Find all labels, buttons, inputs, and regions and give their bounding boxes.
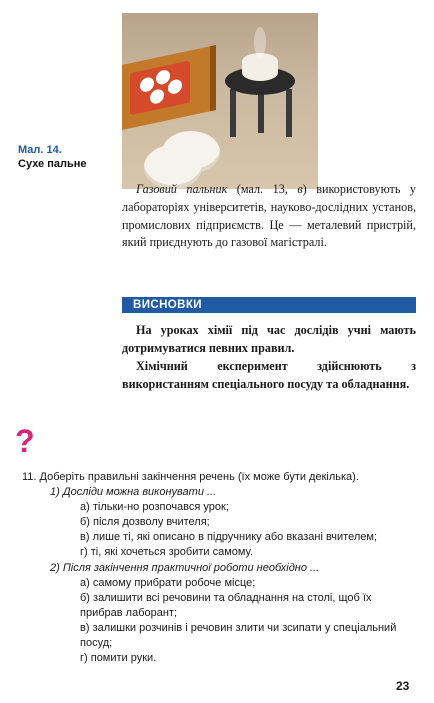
exercise-part-label: 1) Досліди можна виконувати ...	[50, 486, 217, 498]
question-mark-icon: ?	[15, 423, 35, 459]
exercise-option-text: б) залишити всі речовини та обладнання на столі, щоб їх прибрав лаборант;	[80, 592, 372, 619]
exercise-option: в) залишки розчинів і речовин злити чи зсипати у спеціальний посуд;	[80, 622, 397, 649]
flower-petal	[150, 88, 164, 105]
exercise-option: в) лише ті, які описано в підручнику або вказані вчителем;	[80, 531, 377, 543]
matchbox	[122, 45, 216, 130]
exercise-option: а) самому прибрати робоче місце;	[80, 577, 256, 589]
flower-petal	[156, 69, 170, 86]
exercise-11	[22, 470, 422, 485]
stand-leg	[258, 93, 264, 133]
page-number: 23	[396, 679, 410, 693]
exercise-option	[80, 591, 410, 620]
paragraph-text: ) використовують у лабораторіях університетів, науково-дослідних установ, промислових підприємств. Це — металевий пристрій, який приєднують до газової магістралі.	[122, 182, 416, 250]
matchbox-label	[130, 61, 190, 116]
conclusions-header: ВИСНОВКИ	[122, 297, 416, 313]
figure-ref-letter: в	[297, 182, 303, 196]
conclusion-item: На уроках хімії під час дослідів учні мають дотримуватися певних правил.	[122, 323, 416, 355]
term: Газовий пальник	[136, 182, 228, 196]
figure-number: Мал. 14.	[18, 144, 62, 156]
conclusion-item: Хімічний експеримент здійснюють з використанням спеціального посуду та обладнання.	[122, 359, 416, 391]
fuel-tablet-burning	[242, 53, 278, 81]
stand-leg	[286, 89, 292, 137]
stand-leg	[230, 89, 236, 137]
flower-petal	[168, 78, 182, 95]
flame	[254, 27, 266, 57]
exercise-option: б) після дозволу вчителя;	[80, 516, 210, 528]
exercise-option: г) ті, які хочеться зробити самому.	[80, 546, 254, 558]
exercise-option: г) помити руки.	[80, 652, 157, 664]
figure-caption: Сухе пальне	[18, 158, 87, 170]
exercise-part-label: 2) Після закінчення практичної роботи необхідно ...	[50, 562, 320, 574]
exercise-option: а) тільки-но розпочався урок;	[80, 501, 229, 513]
exercise-title: 11. Доберіть правильні закінчення речень (їх може бути декілька).	[22, 471, 359, 483]
flower-petal	[140, 76, 154, 93]
figure-ref: (мал. 13,	[227, 182, 298, 196]
body-paragraph	[122, 181, 416, 252]
dry-fuel-photo	[122, 13, 318, 189]
